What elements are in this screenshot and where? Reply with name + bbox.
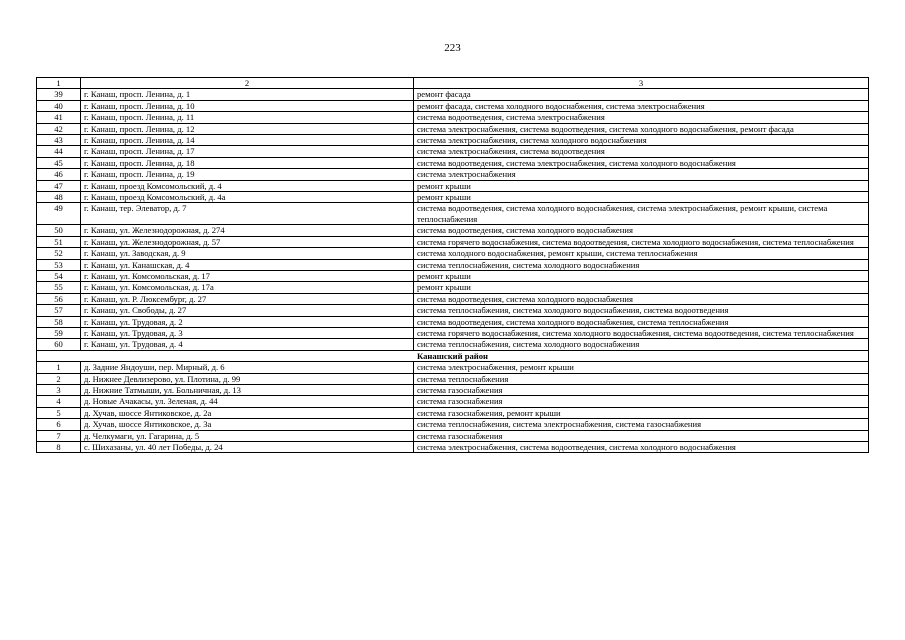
row-number: 3 xyxy=(37,384,81,395)
row-number: 48 xyxy=(37,192,81,203)
section-title: Канашский район xyxy=(37,350,869,361)
table-row xyxy=(37,259,869,270)
table-row xyxy=(37,146,869,157)
address-cell: д. Челкумаги, ул. Гагарина, д. 5 xyxy=(81,430,414,441)
works-cell: система водоотведения, система холодного водоснабжения xyxy=(414,225,869,236)
row-number: 45 xyxy=(37,157,81,168)
row-number: 52 xyxy=(37,248,81,259)
works-cell: ремонт крыши xyxy=(414,270,869,281)
housing-repair-table xyxy=(36,77,869,453)
row-number: 47 xyxy=(37,180,81,191)
row-number: 6 xyxy=(37,419,81,430)
works-cell: система горячего водоснабжения, система водоотведения, система холодного водоснабжения, система теплоснабжения xyxy=(414,236,869,247)
table-row xyxy=(37,236,869,247)
works-cell: система теплоснабжения, система холодного водоснабжения xyxy=(414,259,869,270)
works-cell: ремонт крыши xyxy=(414,180,869,191)
address-cell: г. Канаш, ул. Трудовая, д. 2 xyxy=(81,316,414,327)
table-row xyxy=(37,316,869,327)
table-row xyxy=(37,442,869,453)
address-cell: г. Канаш, просп. Ленина, д. 1 xyxy=(81,89,414,100)
table-row xyxy=(37,430,869,441)
table-row xyxy=(37,396,869,407)
row-number: 49 xyxy=(37,203,81,225)
works-cell: система газоснабжения, ремонт крыши xyxy=(414,407,869,418)
address-cell: г. Канаш, проезд Комсомольский, д. 4а xyxy=(81,192,414,203)
table-row xyxy=(37,407,869,418)
table-row xyxy=(37,112,869,123)
table-row xyxy=(37,192,869,203)
section-header-row xyxy=(37,350,869,361)
column-number-row xyxy=(37,78,869,89)
works-cell: система газоснабжения xyxy=(414,396,869,407)
address-cell: г. Канаш, просп. Ленина, д. 17 xyxy=(81,146,414,157)
address-cell: г. Канаш, просп. Ленина, д. 10 xyxy=(81,100,414,111)
row-number: 56 xyxy=(37,293,81,304)
table-row xyxy=(37,384,869,395)
table-row xyxy=(37,100,869,111)
address-cell: г. Канаш, просп. Ленина, д. 12 xyxy=(81,123,414,134)
address-cell: г. Канаш, ул. Железнодорожная, д. 57 xyxy=(81,236,414,247)
row-number: 7 xyxy=(37,430,81,441)
column-header-1: 1 xyxy=(37,78,81,89)
works-cell: система теплоснабжения, система электроснабжения, система газоснабжения xyxy=(414,419,869,430)
works-cell: система горячего водоснабжения, система холодного водоснабжения, система водоотведения, система теплоснабжения xyxy=(414,327,869,338)
works-cell: система электроснабжения, ремонт крыши xyxy=(414,362,869,373)
address-cell: г. Канаш, ул. Трудовая, д. 3 xyxy=(81,327,414,338)
address-cell: г. Канаш, ул. Канашская, д. 4 xyxy=(81,259,414,270)
table-row xyxy=(37,270,869,281)
works-cell: система водоотведения, система электроснабжения, система холодного водоснабжения xyxy=(414,157,869,168)
works-cell: система водоотведения, система электроснабжения xyxy=(414,112,869,123)
row-number: 5 xyxy=(37,407,81,418)
works-cell: система холодного водоснабжения, ремонт крыши, система теплоснабжения xyxy=(414,248,869,259)
address-cell: г. Канаш, просп. Ленина, д. 19 xyxy=(81,169,414,180)
address-cell: д. Хучав, шоссе Янтиковское, д. 2а xyxy=(81,407,414,418)
works-cell: система газоснабжения xyxy=(414,430,869,441)
works-cell: система водоотведения, система холодного водоснабжения, система теплоснабжения xyxy=(414,316,869,327)
address-cell: д. Хучав, шоссе Янтиковское, д. 3а xyxy=(81,419,414,430)
works-cell: система теплоснабжения, система холодного водоснабжения xyxy=(414,339,869,350)
row-number: 60 xyxy=(37,339,81,350)
row-number: 2 xyxy=(37,373,81,384)
row-number: 8 xyxy=(37,442,81,453)
column-header-2: 2 xyxy=(81,78,414,89)
row-number: 42 xyxy=(37,123,81,134)
works-cell: система электроснабжения xyxy=(414,169,869,180)
works-cell: система теплоснабжения xyxy=(414,373,869,384)
works-cell: система электроснабжения, система водоотведения, система холодного водоснабжения, ремонт фасада xyxy=(414,123,869,134)
address-cell: г. Канаш, ул. Свободы, д. 27 xyxy=(81,305,414,316)
row-number: 46 xyxy=(37,169,81,180)
works-cell: ремонт крыши xyxy=(414,192,869,203)
works-cell: ремонт фасада xyxy=(414,89,869,100)
row-number: 57 xyxy=(37,305,81,316)
table-body xyxy=(37,78,869,453)
address-cell: г. Канаш, проезд Комсомольский, д. 4 xyxy=(81,180,414,191)
table-row xyxy=(37,169,869,180)
row-number: 50 xyxy=(37,225,81,236)
address-cell: д. Нижнее Девлизерово, ул. Плотина, д. 99 xyxy=(81,373,414,384)
works-cell: система газоснабжения xyxy=(414,384,869,395)
table-row xyxy=(37,180,869,191)
row-number: 58 xyxy=(37,316,81,327)
works-cell: система электроснабжения, система водоотведения xyxy=(414,146,869,157)
table-row xyxy=(37,123,869,134)
table-row xyxy=(37,373,869,384)
address-cell: г. Канаш, просп. Ленина, д. 18 xyxy=(81,157,414,168)
address-cell: г. Канаш, просп. Ленина, д. 11 xyxy=(81,112,414,123)
address-cell: д. Нижние Татмыши, ул. Больничная, д. 13 xyxy=(81,384,414,395)
table-row xyxy=(37,327,869,338)
works-cell: система электроснабжения, система водоотведения, система холодного водоснабжения xyxy=(414,442,869,453)
row-number: 39 xyxy=(37,89,81,100)
column-header-3: 3 xyxy=(414,78,869,89)
address-cell: г. Канаш, тер. Элеватор, д. 7 xyxy=(81,203,414,225)
address-cell: г. Канаш, ул. Р. Люксембург, д. 27 xyxy=(81,293,414,304)
address-cell: г. Канаш, ул. Железнодорожная, д. 274 xyxy=(81,225,414,236)
table-row xyxy=(37,305,869,316)
address-cell: г. Канаш, ул. Комсомольская, д. 17а xyxy=(81,282,414,293)
row-number: 55 xyxy=(37,282,81,293)
table-row xyxy=(37,135,869,146)
table-row xyxy=(37,339,869,350)
address-cell: г. Канаш, ул. Комсомольская, д. 17 xyxy=(81,270,414,281)
row-number: 53 xyxy=(37,259,81,270)
works-cell: система водоотведения, система холодного водоснабжения xyxy=(414,293,869,304)
table-row xyxy=(37,89,869,100)
table-row xyxy=(37,225,869,236)
address-cell: с. Шихазаны, ул. 40 лет Победы, д. 24 xyxy=(81,442,414,453)
row-number: 54 xyxy=(37,270,81,281)
row-number: 4 xyxy=(37,396,81,407)
row-number: 41 xyxy=(37,112,81,123)
row-number: 59 xyxy=(37,327,81,338)
table-row xyxy=(37,157,869,168)
address-cell: г. Канаш, ул. Заводская, д. 9 xyxy=(81,248,414,259)
works-cell: система теплоснабжения, система холодного водоснабжения, система водоотведения xyxy=(414,305,869,316)
row-number: 40 xyxy=(37,100,81,111)
address-cell: д. Задние Яндоуши, пер. Мирный, д. 6 xyxy=(81,362,414,373)
works-cell: ремонт крыши xyxy=(414,282,869,293)
page-number: 223 xyxy=(444,42,461,54)
row-number: 44 xyxy=(37,146,81,157)
row-number: 43 xyxy=(37,135,81,146)
table-row xyxy=(37,293,869,304)
table-row xyxy=(37,362,869,373)
address-cell: г. Канаш, просп. Ленина, д. 14 xyxy=(81,135,414,146)
table-row xyxy=(37,203,869,225)
address-cell: д. Новые Ачакасы, ул. Зеленая, д. 44 xyxy=(81,396,414,407)
row-number: 51 xyxy=(37,236,81,247)
table-row xyxy=(37,248,869,259)
row-number: 1 xyxy=(37,362,81,373)
address-cell: г. Канаш, ул. Трудовая, д. 4 xyxy=(81,339,414,350)
works-cell: система электроснабжения, система холодного водоснабжения xyxy=(414,135,869,146)
table-row xyxy=(37,419,869,430)
table-row xyxy=(37,282,869,293)
works-cell: система водоотведения, система холодного водоснабжения, система электроснабжения, ремонт крыши, система теплоснабжения xyxy=(414,203,869,225)
works-cell: ремонт фасада, система холодного водоснабжения, система электроснабжения xyxy=(414,100,869,111)
